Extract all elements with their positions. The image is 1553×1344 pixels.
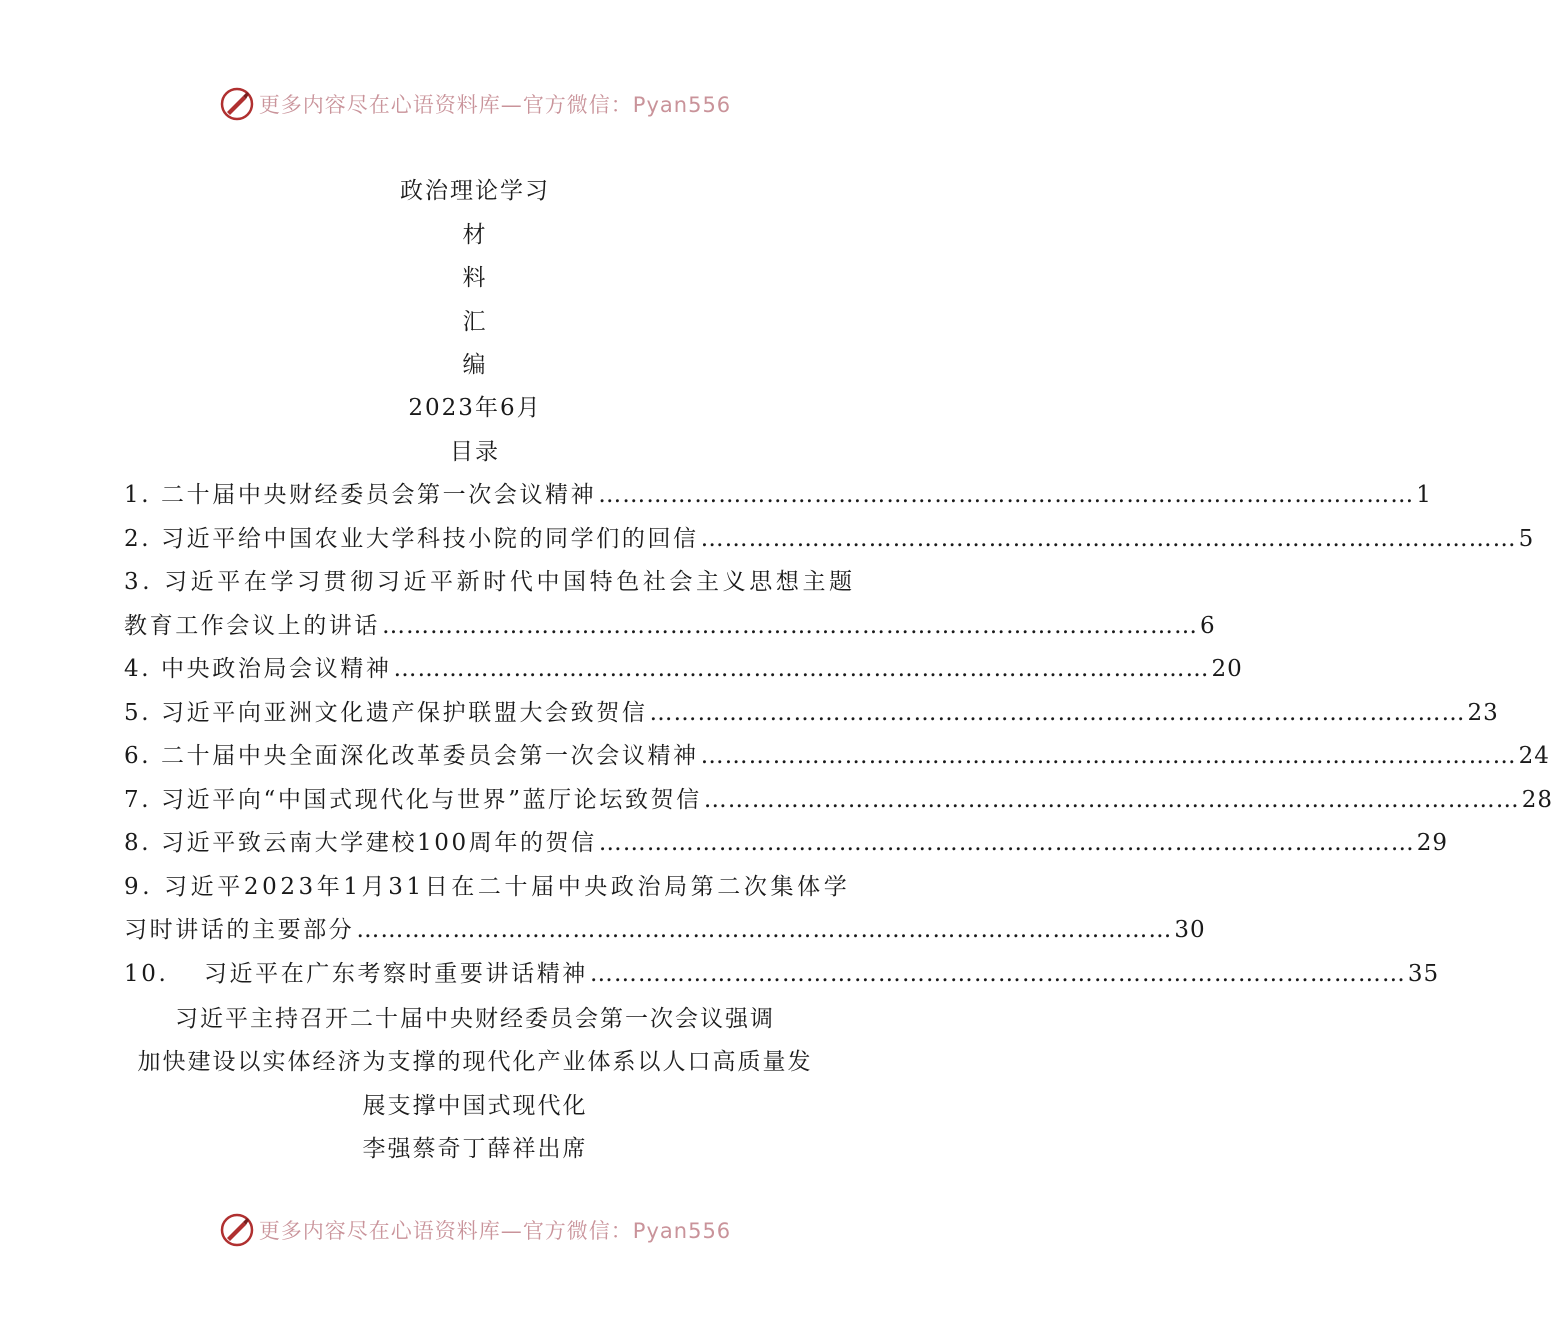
doc-title-line5: 编 (462, 352, 488, 378)
watermark-wechat: 官方微信：Pyan556 (522, 1219, 732, 1243)
toc-entry[interactable] (124, 524, 1535, 554)
toc-entry-title: 习时讲话的主要部分 (124, 917, 355, 943)
toc-leader: ………………………………………………………………………………………… (700, 743, 1517, 769)
toc-page-number: 6 (1200, 613, 1216, 639)
toc-leader: ………………………………………………………………………………………… (649, 700, 1466, 726)
toc-page-number: 29 (1416, 830, 1449, 856)
toc-page-number: 24 (1518, 743, 1550, 769)
toc-page-number: 5 (1518, 526, 1535, 552)
watermark-text (259, 1215, 731, 1245)
toc-entry[interactable] (124, 741, 1550, 771)
toc-entry-title: 2. 习近平给中国农业大学科技小院的同学们的回信 (124, 526, 699, 552)
watermark-banner-top (0, 84, 950, 124)
toc-entry[interactable] (124, 611, 1216, 641)
headline-line2: 加快建设以实体经济为支撑的现代化产业体系以人口高质量发 (137, 1049, 813, 1075)
headline-line4: 李强蔡奇丁薛祥出席 (362, 1136, 588, 1162)
toc-entry[interactable] (124, 959, 1440, 989)
toc-entry-wrapped-line[interactable]: 3. 习近平在学习贯彻习近平新时代中国特色社会主义思想主题 (124, 569, 856, 595)
toc-entry[interactable] (124, 915, 1206, 945)
toc-leader: ………………………………………………………………………………………… (356, 917, 1173, 943)
toc-page-number: 1 (1416, 482, 1432, 508)
watermark-wechat: 官方微信：Pyan556 (522, 93, 732, 117)
toc-heading: 目录 (450, 439, 500, 465)
toc-leader: ………………………………………………………………………………………… (589, 961, 1406, 987)
watermark-text (259, 89, 731, 119)
toc-leader: ………………………………………………………………………………………… (598, 482, 1415, 508)
toc-page-number: 28 (1521, 787, 1553, 813)
toc-entry-title: 1. 二十届中央财经委员会第一次会议精神 (124, 482, 597, 508)
toc-leader: ………………………………………………………………………………………… (703, 787, 1520, 813)
toc-entry-title: 教育工作会议上的讲话 (124, 613, 380, 639)
toc-page-number: 30 (1174, 917, 1206, 943)
doc-title-line1: 政治理论学习 (400, 178, 550, 204)
watermark-brand: 更多内容尽在心语资料库— (258, 1219, 523, 1243)
headline-line1: 习近平主持召开二十届中央财经委员会第一次会议强调 (175, 1006, 775, 1032)
toc-page-number: 23 (1467, 700, 1499, 726)
toc-entry-title: 7. 习近平向“中国式现代化与世界”蓝厅论坛致贺信 (124, 787, 702, 813)
toc-entry-title: 5. 习近平向亚洲文化遗产保护联盟大会致贺信 (124, 700, 648, 726)
toc-entry-title: 10. 习近平在广东考察时重要讲话精神 (124, 961, 588, 987)
toc-leader: ………………………………………………………………………………………… (700, 526, 1517, 552)
toc-entry-title: 6. 二十届中央全面深化改革委员会第一次会议精神 (124, 743, 699, 769)
toc-leader: ………………………………………………………………………………………… (382, 613, 1198, 639)
headline-line3: 展支撑中国式现代化 (362, 1093, 588, 1119)
toc-entry[interactable] (124, 654, 1243, 684)
doc-title-line4: 汇 (462, 309, 488, 335)
toc-entry[interactable] (124, 785, 1553, 815)
toc-entry-title: 4. 中央政治局会议精神 (124, 656, 392, 682)
toc-entry[interactable] (124, 480, 1432, 510)
pen-logo-icon (219, 1212, 255, 1248)
toc-entry[interactable] (124, 828, 1449, 858)
toc-entry-title: 8. 习近平致云南大学建校100周年的贺信 (124, 830, 597, 856)
watermark-brand: 更多内容尽在心语资料库— (258, 93, 523, 117)
doc-title-line3: 料 (462, 265, 488, 291)
toc-entry[interactable] (124, 698, 1499, 728)
toc-page-number: 20 (1211, 656, 1243, 682)
toc-page-number: 35 (1407, 961, 1440, 987)
toc-entry-wrapped-line[interactable]: 9. 习近平2023年1月31日在二十届中央政治局第二次集体学 (124, 874, 851, 900)
toc-leader: ………………………………………………………………………………………… (393, 656, 1210, 682)
watermark-banner-bottom (0, 1210, 950, 1250)
pen-logo-icon (219, 86, 255, 122)
toc-leader: ………………………………………………………………………………………… (598, 830, 1415, 856)
doc-title-line2: 材 (462, 222, 488, 248)
doc-date: 2023年6月 (408, 395, 542, 421)
